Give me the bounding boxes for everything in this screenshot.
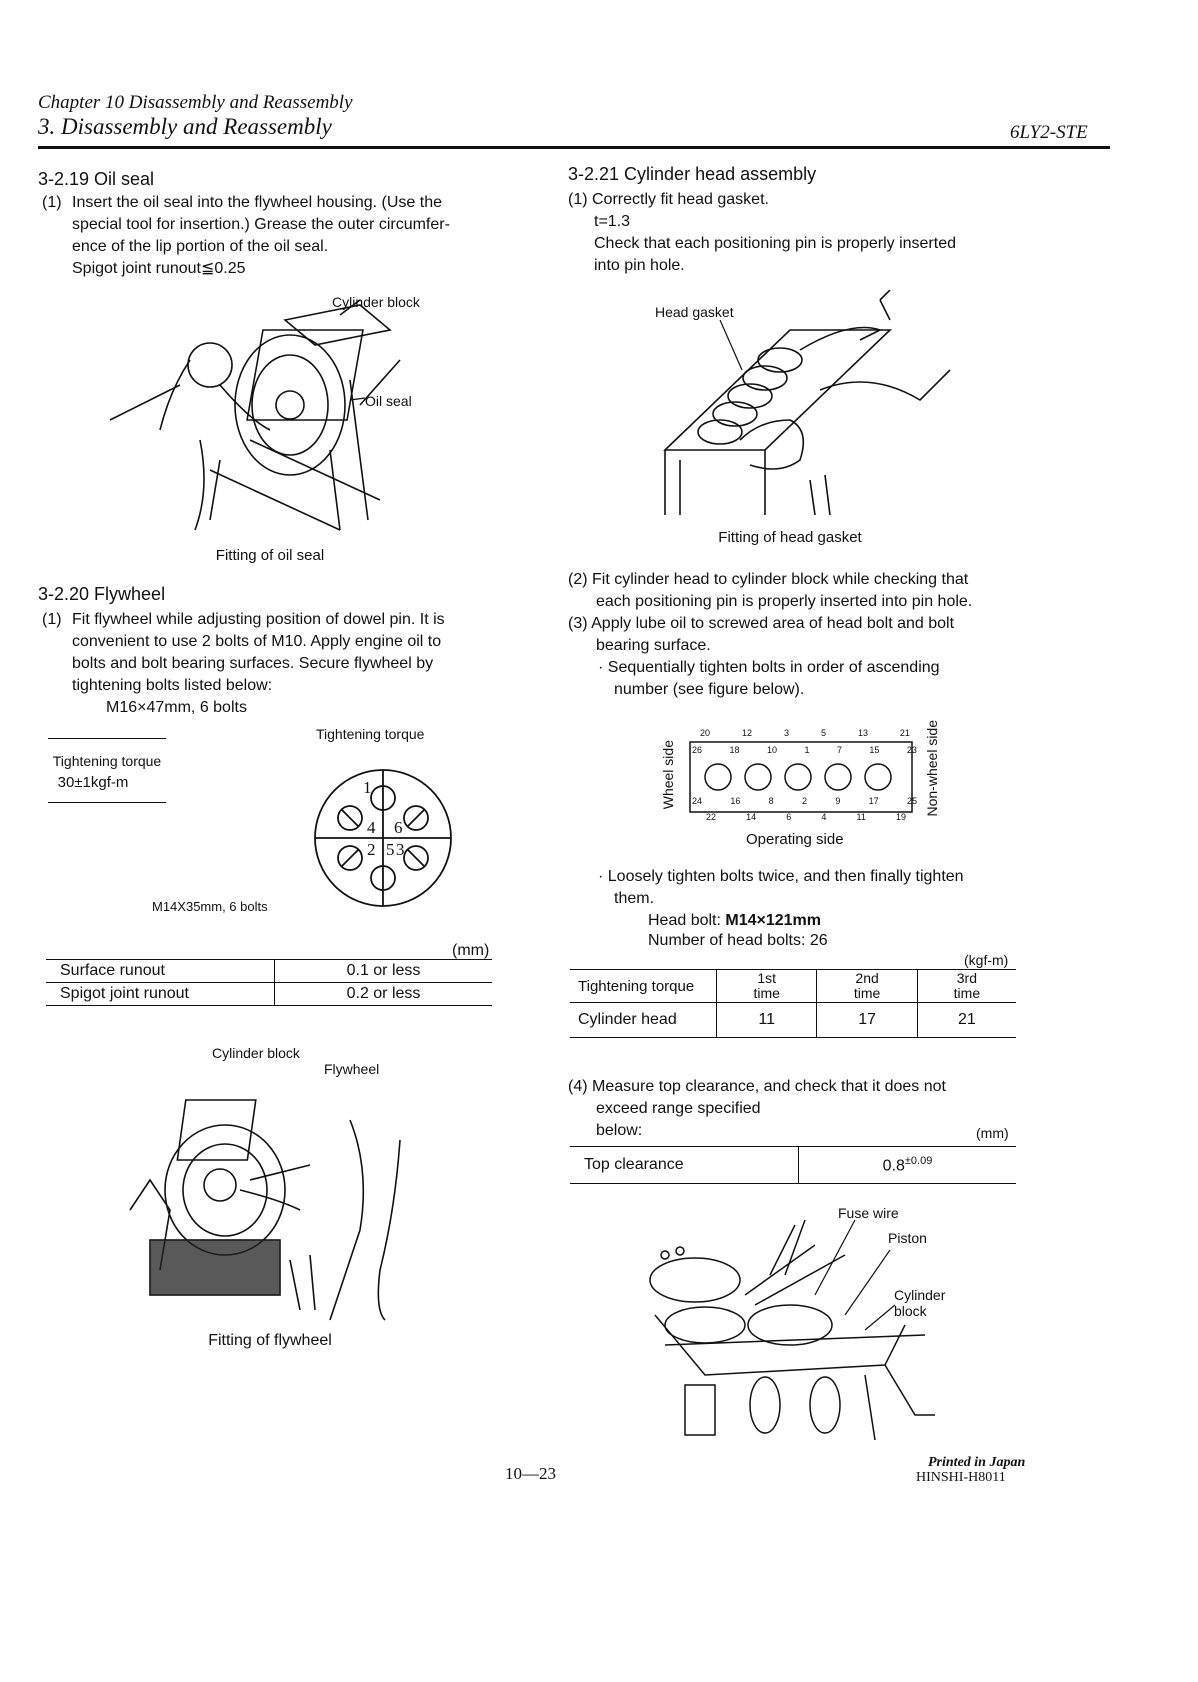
table-cell: 0.2 or less [346,985,421,1002]
rule [48,738,166,739]
text-line: tightening bolts listed below: [72,677,273,694]
bolt-number: 25 [906,796,917,806]
bolt-number-4: 4 [367,818,376,837]
clearance-tolerance: ±0.09 [904,1154,933,1167]
text-line: special tool for insertion.) Grease the outer circumfer- [72,216,450,233]
header-text: time [753,985,780,1001]
section-title: 3. Disassembly and Reassembly [38,114,332,139]
page-number: 10—23 [505,1464,556,1483]
bolt-spec-label: M14X35mm, 6 bolts [152,899,268,914]
bolt-number-5: 5 [386,840,395,859]
header-text: 2nd [855,970,879,986]
text-line: (3) Apply lube oil to screwed area of head bolt and bolt [568,615,955,632]
table-row [570,1147,1016,1184]
text-line: (2) Fit cylinder head to cylinder block while checking that [568,571,969,588]
table-cell [917,970,1016,1003]
text-line: Spigot joint runout≦0.25 [72,260,246,277]
head-bolt-spec [648,910,821,932]
bolt-number: 21 [899,728,910,738]
text-line: t=1.3 [594,213,631,230]
bolt-number: 23 [906,745,917,755]
torque-box-value: 30±1kgf-m [57,774,129,791]
table-cell: Top clearance [570,1147,799,1184]
document-code: HINSHI-H8011 [916,1470,1006,1485]
bolt-pattern-diagram [305,760,465,920]
label-fuse-wire: Fuse wire [838,1205,899,1221]
bolt-size: M14×121mm [725,912,822,929]
torque-box-title: Tightening torque [52,753,162,769]
label-piston: Piston [888,1230,927,1246]
label-text: block [894,1303,927,1319]
head-bolt-count: Number of head bolts: 26 [648,932,828,949]
table-cell: 17 [817,1003,917,1038]
bolt-number: 6 [786,812,792,822]
table-cell: 21 [957,1011,976,1028]
bolt-number: 9 [835,796,841,806]
model-name: 6LY2-STE [1010,122,1088,143]
text-line: each positioning pin is properly inserted into pin hole. [596,593,973,610]
cylinder-head-intro [568,189,1018,277]
bolt-number: 11 [856,812,866,822]
header-text: time [953,985,981,1001]
text-line: (4) Measure top clearance, and check that it does not [568,1078,946,1095]
top-number-row [700,728,910,738]
bolt-number: 18 [729,745,740,755]
label-operating-side: Operating side [746,831,844,848]
header-text: 3rd [956,970,977,986]
text-line: number (see figure below). [614,681,805,698]
bolt-number-3: 3 [396,840,405,859]
bolt-number: 16 [730,796,741,806]
runout-table [46,959,492,1006]
text-line: · Sequentially tighten bolts in order of ascending [598,659,940,676]
label-wheel-side: Wheel side [660,740,676,810]
bolt-number: 17 [868,796,879,806]
unit-mm-2: (mm) [976,1125,1009,1141]
table-cell: 0.1 or less [346,962,421,979]
text-line: Fit flywheel while adjusting position of dowel pin. It is [72,611,445,628]
head-torque-table [570,969,1016,1038]
caption-flywheel: Fitting of flywheel [208,1332,332,1349]
text-line: exceed range specified [596,1100,761,1117]
header-rule [38,146,1110,149]
clearance-text [568,1076,1028,1142]
label-oil-seal: Oil seal [365,393,412,409]
bolt-number: 7 [836,745,842,755]
heading-cylinder-head: 3-2.21 Cylinder head assembly [568,164,817,184]
label-flywheel: Flywheel [324,1061,380,1077]
bolt-number-2: 2 [367,840,376,859]
text-line: (1) Correctly fit head gasket. [568,191,769,208]
table-cell: Surface runout [46,960,275,983]
flywheel-illustration [110,1070,410,1330]
text-line: bearing surface. [596,637,711,654]
caption-oil-seal: Fitting of oil seal [215,547,325,564]
table-row [570,1003,1016,1038]
table-cell: Tightening torque [570,970,717,1003]
label-text: Cylinder [894,1287,946,1303]
text-line: bolts and bolt bearing surfaces. Secure flywheel by [72,655,434,672]
tightening-note [568,866,1028,910]
top-clearance-illustration [645,1215,945,1445]
clearance-table [570,1146,1016,1184]
header-text: 1st [757,970,777,986]
bolt-number: 14 [746,812,757,822]
bolt-number: 2 [801,796,807,806]
text-line: Check that each positioning pin is properly inserted [594,235,956,252]
bolt-number: 24 [692,796,703,806]
flywheel-text [72,609,522,719]
oil-seal-illustration [100,290,460,540]
chapter-title: Chapter 10 Disassembly and Reassembly [38,92,353,113]
bolt-number: 26 [692,745,703,755]
oil-seal-text [72,192,522,280]
upper-number-row [692,745,917,755]
bolt-number: 4 [821,812,827,822]
label-cylinder-block-3 [894,1287,945,1319]
heading-oil-seal: 3-2.19 Oil seal [38,169,155,189]
text-line: ence of the lip portion of the oil seal. [72,238,329,255]
unit-mm: (mm) [452,942,490,959]
label-non-wheel-side: Non-wheel side [924,720,940,817]
bolt-number: 19 [895,812,906,822]
table-cell: Spigot joint runout [46,983,275,1006]
table-row [570,970,1016,1003]
table-cell [799,1147,1017,1184]
text-line: convenient to use 2 bolts of M10. Apply engine oil to [72,633,442,650]
bolt-number: 1 [804,745,810,755]
table-cell: 11 [717,1003,817,1038]
rule [48,802,166,803]
label-text: Head bolt: [648,912,726,929]
bolt-number: 13 [857,728,868,738]
bolt-spec: M16×47mm, 6 bolts [106,699,247,716]
item-number: (1) [42,194,62,211]
header-text: time [853,985,881,1001]
bolt-number-1: 1 [363,778,372,797]
table-row [46,960,492,983]
label-text: Cylinder block [212,1045,300,1061]
label-head-gasket: Head gasket [655,304,734,320]
text-line: below: [596,1122,643,1139]
label-cylinder-block: Cylinder block [332,294,420,310]
clearance-value: 0.8 [882,1157,905,1175]
heading-flywheel: 3-2.20 Flywheel [38,584,166,604]
table-cell: Cylinder head [570,1003,717,1038]
text-line: into pin hole. [594,257,685,274]
bolt-number: 22 [706,812,717,822]
bolt-number: 10 [766,745,777,755]
bottom-number-row [706,812,906,822]
text-line: · Loosely tighten bolts twice, and then finally tighten [598,868,964,885]
bolt-number: 12 [741,728,752,738]
bolt-number: 15 [869,745,880,755]
caption-head-gasket: Fitting of head gasket [718,529,862,546]
bolt-number: 5 [820,728,826,738]
text-line: Insert the oil seal into the flywheel housing. (Use the [72,194,442,211]
unit-kgf-m: (kgf-m) [964,952,1009,968]
text-line: them. [614,890,655,907]
bolt-number: 8 [768,796,774,806]
head-gasket-illustration [650,290,960,520]
item-number: (1) [42,611,62,628]
bolt-number-6: 6 [394,818,403,837]
label-tightening-torque: Tightening torque [316,726,425,742]
table-cell [817,970,917,1003]
table-row [46,983,492,1006]
lower-number-row [692,796,917,806]
printed-in: Printed in Japan [928,1455,1026,1470]
label-cylinder-block-2 [212,1046,300,1061]
cylinder-head-steps [568,569,1028,701]
table-cell [717,970,817,1003]
bolt-number: 20 [700,728,711,738]
bolt-number: 3 [783,728,789,738]
